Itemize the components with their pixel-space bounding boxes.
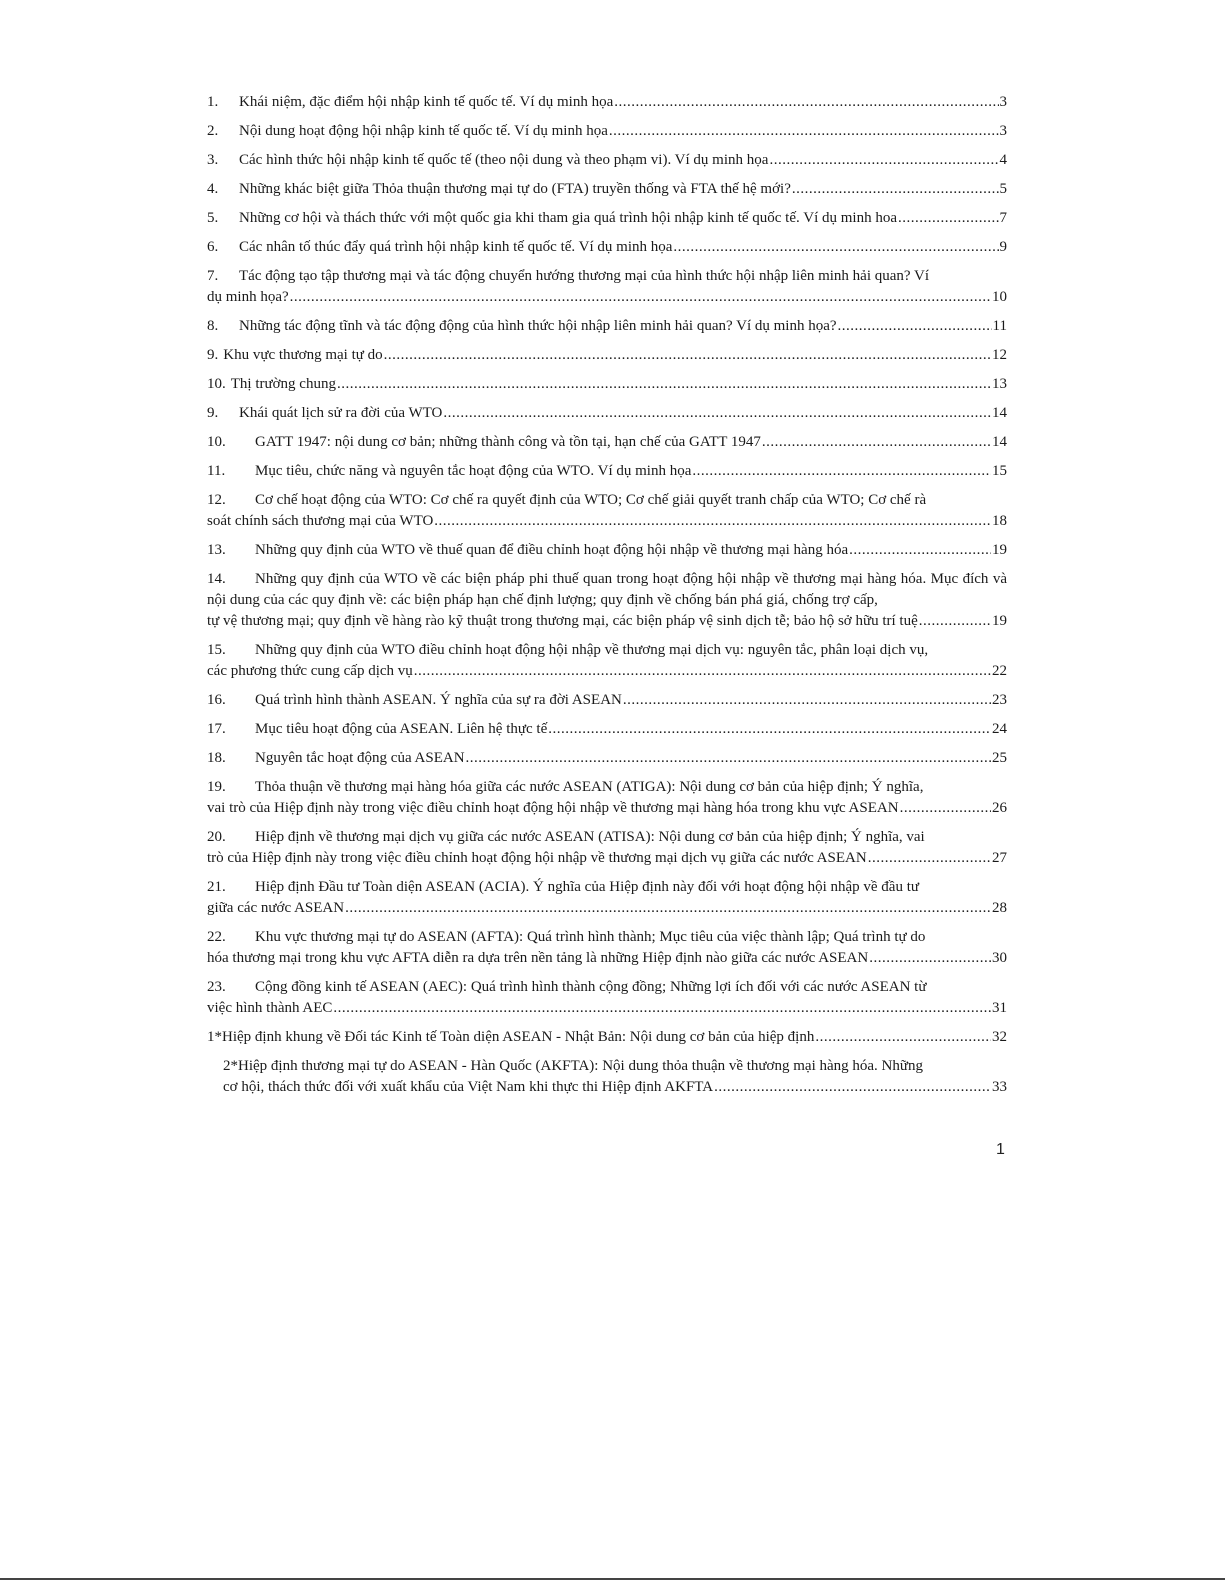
toc-entry-11[interactable]: 11. Mục tiêu, chức năng và nguyên tắc hoạt động của WTO. Ví dụ minh họa ..... 15 xyxy=(207,461,1007,482)
toc-entry-2[interactable]: 2. Nội dung hoạt động hội nhập kinh tế quốc tế. Ví dụ minh họa ..... 3 xyxy=(207,121,1007,142)
toc-entry-20[interactable]: 20. Hiệp định về thương mại dịch vụ giữa các nước ASEAN (ATISA): Nội dung cơ bản của hiệp định; Ý nghĩa, vai trò của Hiệp định này trong việc điều chỉnh hoạt động hội nhập về thương mại dịch vụ giữa các nước ASEAN ..... 27 xyxy=(207,827,1007,869)
toc-entry-1[interactable]: 1. Khái niệm, đặc điểm hội nhập kinh tế quốc tế. Ví dụ minh họa ..... 3 xyxy=(207,92,1007,113)
toc-entry-10a[interactable]: 10. Thị trường chung ..... 13 xyxy=(207,374,1007,395)
toc-entry-17[interactable]: 17. Mục tiêu hoạt động của ASEAN. Liên hệ thực tế ..... 24 xyxy=(207,719,1007,740)
toc-entry-5[interactable]: 5. Những cơ hội và thách thức với một quốc gia khi tham gia quá trình hội nhập kinh tế quốc tế. Ví dụ minh hoa ..... 7 xyxy=(207,208,1007,229)
toc-entry-6[interactable]: 6. Các nhân tố thúc đẩy quá trình hội nhập kinh tế quốc tế. Ví dụ minh họa ..... 9 xyxy=(207,237,1007,258)
toc-entry-16[interactable]: 16. Quá trình hình thành ASEAN. Ý nghĩa của sự ra đời ASEAN ..... 23 xyxy=(207,690,1007,711)
toc-entry-14[interactable]: 14. Những quy định của WTO về các biện pháp phi thuế quan trong hoạt động hội nhập về thương mại hàng hóa. Mục đích và nội dung của các quy định về: các biện pháp hạn chế định lượng; quy định về chống bán phá giá, chống trợ cấp, tự vệ thương mại; quy định về hàng rào kỹ thuật trong thương mại, các biện pháp vệ sinh dịch tễ; bảo hộ sở hữu trí tuệ ..... 19 xyxy=(207,569,1007,632)
toc-entry-2-star[interactable]: 2*Hiệp định thương mại tự do ASEAN - Hàn Quốc (AKFTA): Nội dung thỏa thuận về thương mại hàng hóa. Những cơ hội, thách thức đối với xuất khẩu của Việt Nam khi thực thi Hiệp định AKFTA ..... 33 xyxy=(223,1056,1007,1098)
toc-entry-21[interactable]: 21. Hiệp định Đầu tư Toàn diện ASEAN (ACIA). Ý nghĩa của Hiệp định này đối với hoạt động hội nhập về đầu tư giữa các nước ASEAN ..... 28 xyxy=(207,877,1007,919)
page-number: 1 xyxy=(996,1141,1005,1158)
toc-entry-12[interactable]: 12. Cơ chế hoạt động của WTO: Cơ chế ra quyết định của WTO; Cơ chế giải quyết tranh chấp của WTO; Cơ chế rà soát chính sách thương mại của WTO ..... 18 xyxy=(207,490,1007,532)
toc-entry-13[interactable]: 13. Những quy định của WTO về thuế quan để điều chỉnh hoạt động hội nhập về thương mại hàng hóa ..... 19 xyxy=(207,540,1007,561)
toc-entry-3[interactable]: 3. Các hình thức hội nhập kinh tế quốc tế (theo nội dung và theo phạm vi). Ví dụ minh họa ..... 4 xyxy=(207,150,1007,171)
toc-entry-23[interactable]: 23. Cộng đồng kinh tế ASEAN (AEC): Quá trình hình thành cộng đồng; Những lợi ích đối với các nước ASEAN từ việc hình thành AEC ..... 31 xyxy=(207,977,1007,1019)
toc-entry-1-star[interactable]: 1*Hiệp định khung về Đối tác Kinh tế Toàn diện ASEAN - Nhật Bản: Nội dung cơ bản của hiệp định ..... 32 xyxy=(207,1027,1007,1048)
toc-entry-22[interactable]: 22. Khu vực thương mại tự do ASEAN (AFTA): Quá trình hình thành; Mục tiêu của việc thành lập; Quá trình tự do hóa thương mại trong khu vực AFTA diễn ra dựa trên nền tảng là những Hiệp định nào giữa các nước ASEAN ..... 30 xyxy=(207,927,1007,969)
toc-entry-10b[interactable]: 10. GATT 1947: nội dung cơ bản; những thành công và tồn tại, hạn chế của GATT 1947 ..... 14 xyxy=(207,432,1007,453)
bottom-rule xyxy=(0,1578,1225,1580)
toc-entry-4[interactable]: 4. Những khác biệt giữa Thỏa thuận thương mại tự do (FTA) truyền thống và FTA thế hệ mới? ..... 5 xyxy=(207,179,1007,200)
toc-entry-8[interactable]: 8. Những tác động tĩnh và tác động động của hình thức hội nhập liên minh hải quan? Ví dụ minh họa? ..... 11 xyxy=(207,316,1007,337)
toc-entry-9a[interactable]: 9. Khu vực thương mại tự do ..... 12 xyxy=(207,345,1007,366)
toc-entry-19[interactable]: 19. Thỏa thuận về thương mại hàng hóa giữa các nước ASEAN (ATIGA): Nội dung cơ bản của hiệp định; Ý nghĩa, vai trò của Hiệp định này trong việc điều chỉnh hoạt động hội nhập về thương mại hàng hóa trong khu vực ASEAN ..... 26 xyxy=(207,777,1007,819)
toc-entry-15[interactable]: 15. Những quy định của WTO điều chỉnh hoạt động hội nhập về thương mại dịch vụ: nguyên tắc, phân loại dịch vụ, các phương thức cung cấp dịch vụ ..... 22 xyxy=(207,640,1007,682)
toc-entry-9b[interactable]: 9. Khái quát lịch sử ra đời của WTO ..... 14 xyxy=(207,403,1007,424)
toc-entry-7[interactable]: 7. Tác động tạo tập thương mại và tác động chuyển hướng thương mại của hình thức hội nhập liên minh hải quan? Ví dụ minh họa? ..... 10 xyxy=(207,266,1007,308)
table-of-contents xyxy=(207,92,1007,1106)
toc-entry-18[interactable]: 18. Nguyên tắc hoạt động của ASEAN ..... 25 xyxy=(207,748,1007,769)
